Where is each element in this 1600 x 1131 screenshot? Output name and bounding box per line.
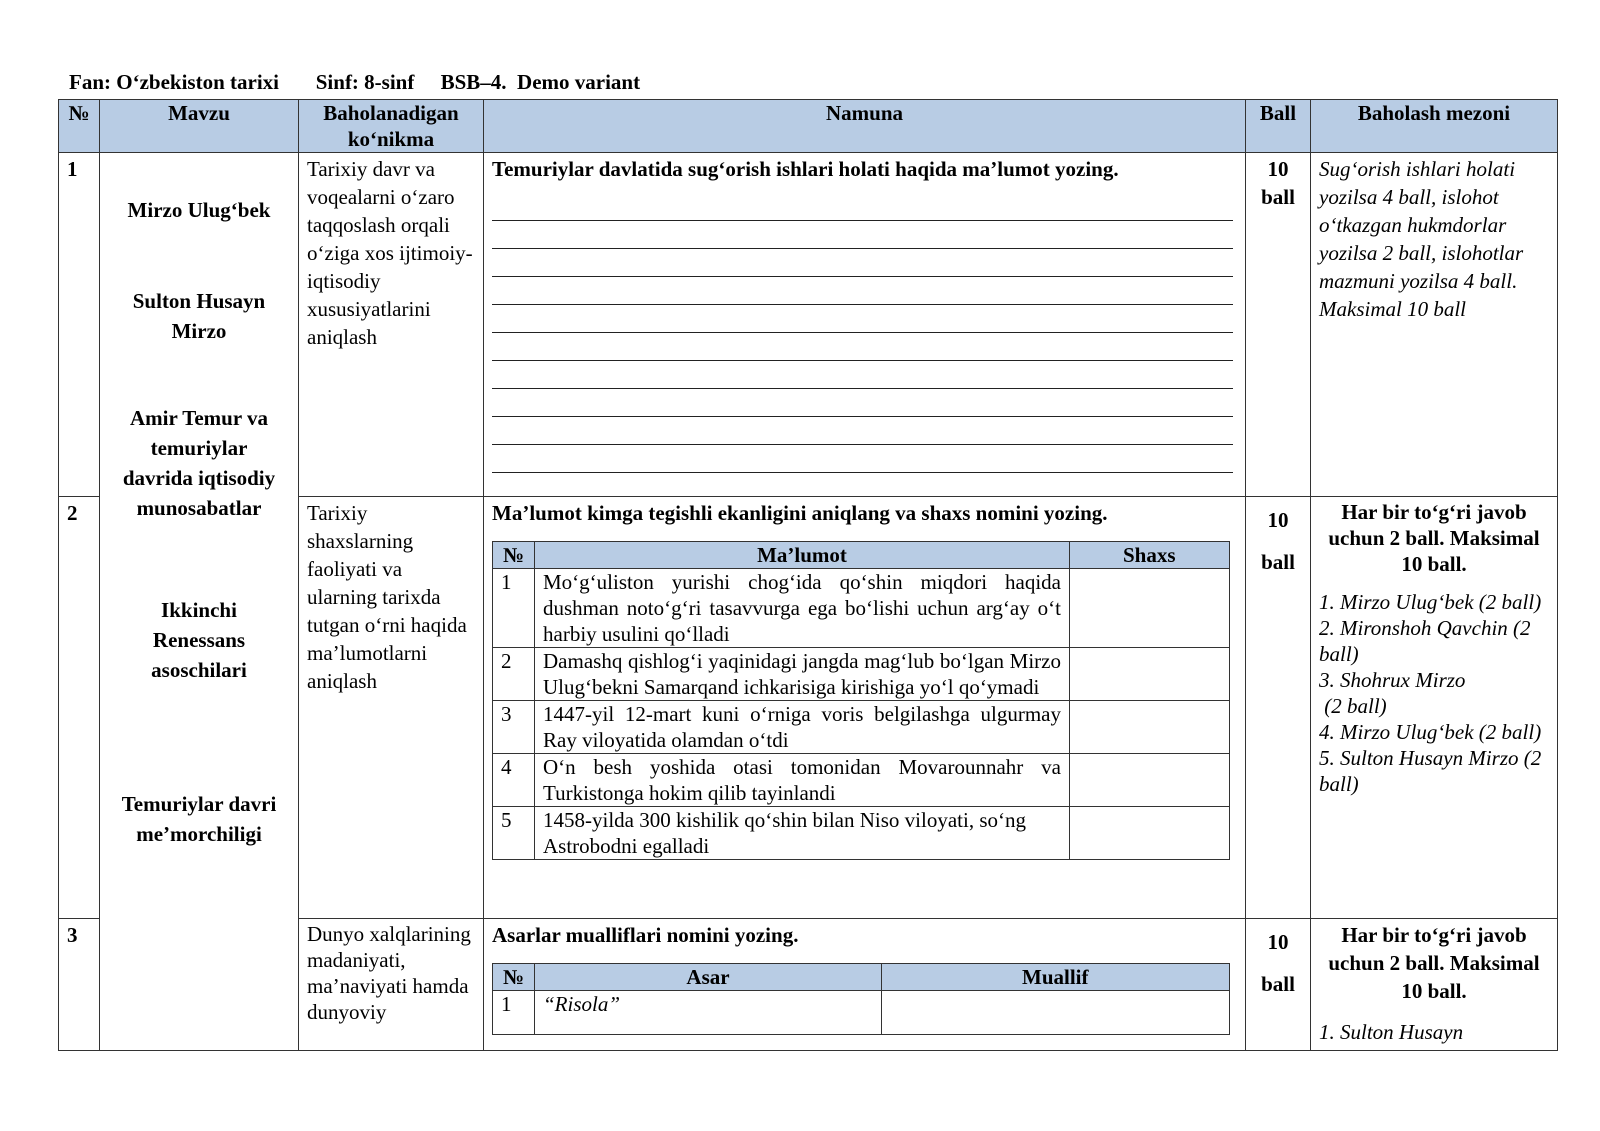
sample-cell (484, 919, 1246, 1051)
info-row (493, 648, 1230, 701)
skill-cell: Dunyo xalqlarining madaniyati, ma’naviyati hamda dunyoviy (299, 919, 484, 1051)
skill-cell: Tarixiy davr va voqealarni o‘zaro taqqoslash orqali o‘ziga xos ijtimoiy-iqtisodiy xususiyatlarini aniqlash (299, 153, 484, 497)
answer-line (492, 193, 1233, 221)
skill-cell: Tarixiy shaxslarning faoliyati va ularning tarixda tutgan o‘rni haqida ma’lumotlarni aniqlash (299, 497, 484, 919)
person-answer-cell[interactable] (1070, 754, 1230, 807)
question-title: Ma’lumot kimga tegishli ekanligini aniqlang va shaxs nomini yozing. (492, 501, 1108, 525)
answer-line (492, 333, 1233, 361)
col-topic: Mavzu (100, 100, 299, 153)
person-answer-cell[interactable] (1070, 569, 1230, 648)
info-row-number: 1 (493, 569, 535, 648)
answer-line (492, 445, 1233, 473)
topic-2: Sulton Husayn Mirzo (132, 289, 266, 343)
col-number: № (59, 100, 100, 153)
grade-label: Sinf: 8-sinf (315, 70, 415, 94)
row-number: 1 (59, 153, 100, 497)
topic-5: Temuriylar davri me’morchiligi (121, 792, 277, 846)
sample-cell (484, 497, 1246, 919)
answer-key-item: 5. Sulton Husayn Mirzo (2 ball) (1319, 746, 1542, 796)
answer-line (492, 305, 1233, 333)
info-col-number: № (493, 542, 535, 569)
answer-key-item: 3. Shohrux Mirzo (1319, 668, 1466, 692)
answer-line (492, 389, 1233, 417)
info-row (493, 701, 1230, 754)
task-row-1 (59, 153, 1558, 497)
col-ball: Ball (1246, 100, 1311, 153)
info-table-header (493, 542, 1230, 569)
person-answer-cell[interactable] (1070, 807, 1230, 860)
ball-cell: 10 ball (1246, 497, 1311, 919)
answer-lines[interactable] (492, 193, 1237, 473)
answer-line (492, 417, 1233, 445)
col-skill: Baholanadigan ko‘nikma (299, 100, 484, 153)
author-answer-cell[interactable] (882, 991, 1230, 1035)
info-row-text: Damashq qishlog‘i yaqinidagi jangda mag‘lub bo‘lgan Mirzo Ulug‘bekni Samarqand ichkarisiga kirishiga yo‘l qo‘ymadi (535, 648, 1070, 701)
answer-line (492, 361, 1233, 389)
col-criteria: Baholash mezoni (1311, 100, 1558, 153)
topic-3: Amir Temur va temuriylar davrida iqtisodiy munosabatlar (122, 406, 276, 520)
answer-key (1319, 1019, 1549, 1045)
topic-1: Mirzo Ulug‘bek (127, 198, 271, 222)
works-row-title: “Risola” (535, 991, 882, 1035)
answer-key-item: 1. Sulton Husayn (1319, 1020, 1464, 1044)
answer-line (492, 221, 1233, 249)
question-title: Asarlar mualliflari nomini yozing. (492, 923, 799, 947)
question-title: Temuriylar davlatida sug‘orish ishlari holati haqida ma’lumot yozing. (492, 157, 1119, 181)
answer-key-item: 1. Mirzo Ulug‘bek (2 ball) (1319, 590, 1542, 614)
info-row-number: 5 (493, 807, 535, 860)
ball-cell: 10 ball (1246, 153, 1311, 497)
col-sample: Namuna (484, 100, 1246, 153)
criteria-text: Har bir to‘g‘ri javob uchun 2 ball. Maksimal 10 ball. (1328, 500, 1540, 576)
document-header (69, 70, 640, 95)
topics-cell (100, 153, 299, 1051)
row-number: 2 (59, 497, 100, 919)
topic-4: Ikkinchi Renessans asoschilari (151, 598, 247, 682)
person-answer-cell[interactable] (1070, 701, 1230, 754)
answer-key-item: 2. Mironshoh Qavchin (2 ball) (1319, 616, 1531, 666)
answer-key-item: 4. Mirzo Ulug‘bek (2 ball) (1319, 720, 1542, 744)
criteria-cell (1311, 497, 1558, 919)
info-row-number: 3 (493, 701, 535, 754)
criteria-cell (1311, 919, 1558, 1051)
info-row-text: Mo‘g‘uliston yurishi chog‘ida qo‘shin miqdori haqida dushman noto‘g‘ri tasavvurga ega bo‘lishi uchun arg‘ay o‘t harbiy usulini qo‘lladi (535, 569, 1070, 648)
info-row-number: 2 (493, 648, 535, 701)
ball-cell: 10 ball (1246, 919, 1311, 1051)
works-col-title: Asar (535, 964, 882, 991)
criteria-text: Har bir to‘g‘ri javob uchun 2 ball. Maksimal 10 ball. (1328, 923, 1540, 1003)
subject-label: Fan: O‘zbekiston tarixi (69, 70, 279, 94)
answer-line (492, 277, 1233, 305)
info-row-text: 1458-yilda 300 kishilik qo‘shin bilan Niso viloyati, so‘ng Astrobodni egalladi (535, 807, 1070, 860)
answer-key-item: (2 ball) (1319, 694, 1387, 718)
assessment-table (58, 99, 1558, 1051)
person-answer-cell[interactable] (1070, 648, 1230, 701)
answer-key (1319, 589, 1549, 797)
works-col-author: Muallif (882, 964, 1230, 991)
info-row-text: O‘n besh yoshida otasi tomonidan Movarounnahr va Turkistonga hokim qilib tayinlandi (535, 754, 1070, 807)
header-row (59, 100, 1558, 153)
works-row (493, 991, 1230, 1035)
criteria-cell: Sug‘orish ishlari holati yozilsa 4 ball, islohot o‘tkazgan hukmdorlar yozilsa 2 ball, islohotlar mazmuni yozilsa 4 ball. Maksimal 10 ball (1311, 153, 1558, 497)
works-table (492, 963, 1230, 1035)
info-col-person: Shaxs (1070, 542, 1230, 569)
variant-label: BSB–4. Demo variant (440, 70, 641, 94)
info-col-text: Ma’lumot (535, 542, 1070, 569)
info-row (493, 754, 1230, 807)
works-table-header (493, 964, 1230, 991)
works-row-number: 1 (493, 991, 535, 1035)
sample-cell (484, 153, 1246, 497)
row-number: 3 (59, 919, 100, 1051)
info-table (492, 541, 1230, 860)
info-row-text: 1447-yil 12-mart kuni o‘rniga voris belgilashga ulgurmay Ray viloyatida olamdan o‘tdi (535, 701, 1070, 754)
works-col-number: № (493, 964, 535, 991)
info-row-number: 4 (493, 754, 535, 807)
answer-line (492, 249, 1233, 277)
info-row (493, 569, 1230, 648)
info-row (493, 807, 1230, 860)
